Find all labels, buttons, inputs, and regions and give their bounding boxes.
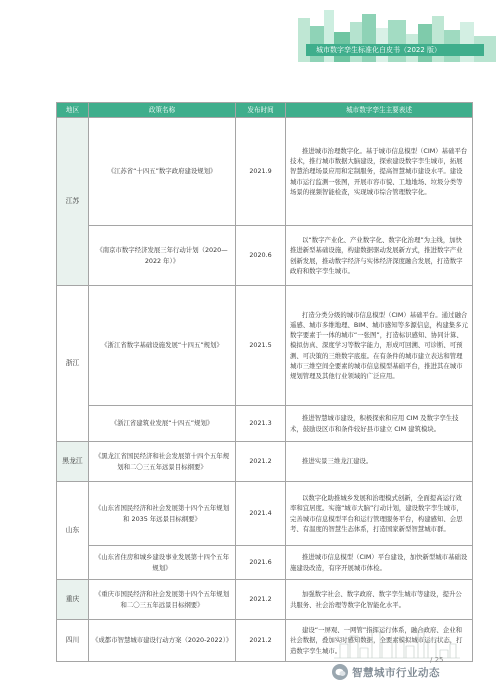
- table-header-row: [57, 103, 473, 118]
- region-cell: 四川: [57, 620, 89, 662]
- header-region: 地区: [57, 103, 89, 118]
- date-cell: 2021.6: [236, 546, 286, 580]
- description-cell: [286, 546, 473, 580]
- date-cell: 2021.2: [236, 620, 286, 662]
- table-row: [57, 118, 473, 226]
- date-cell: 2020.6: [236, 226, 286, 286]
- policy-cell: 《浙江省建筑业发展“十四五”规划》: [89, 406, 236, 442]
- policy-cell: 《山东省国民经济和社会发展第十四个五年规划和 2035 年远景目标纲要》: [89, 482, 236, 546]
- region-cell: 浙江: [57, 286, 89, 442]
- header-release-date: 发布时间: [236, 103, 286, 118]
- header-description: 城市数字孪生主要表述: [286, 103, 473, 118]
- city-skyline-illustration: [332, 626, 462, 660]
- watermark-text: 智慧城市行业动态: [352, 666, 440, 679]
- date-cell: 2021.2: [236, 442, 286, 482]
- date-cell: 2021.2: [236, 580, 286, 620]
- date-cell: 2021.9: [236, 118, 286, 226]
- description-text: 推进智慧城市建设，积极探索和应用 CIM 及数字孪生技术，鼓励设区市和条件较好县市建立 CIM 建筑模块。: [290, 414, 459, 433]
- policy-table-container: [56, 102, 472, 662]
- page-number: / 25: [430, 656, 444, 664]
- table-row: [57, 286, 473, 406]
- table-row: [57, 226, 473, 286]
- description-cell: [286, 286, 473, 406]
- table-row: [57, 546, 473, 580]
- policy-cell: 《山东省住房和城乡建设事业发展第十四个五年规划》: [89, 546, 236, 580]
- description-cell: [286, 482, 473, 546]
- description-text: 推进城市信息模型（CIM）平台建设，加快新型城市基础设施建设改造，有序开展城市体检。: [290, 553, 468, 572]
- watermark: [332, 664, 440, 680]
- policy-cell: 《成都市智慧城市建设行动方案（2020-2022）》: [89, 620, 236, 662]
- date-cell: 2021.4: [236, 482, 286, 546]
- table-row: [57, 482, 473, 546]
- description-text: 以数字化助推城乡发展和治理模式创新，全面提高运行效率和宜居度。实施“城市大脑”行动计划，建设数字孪生城市，完善城市信息模型平台和运行管理服务平台，构建感知、会思考、有温度的智慧生态体系，打造国家新型智慧城市群。: [290, 494, 463, 533]
- description-cell: [286, 442, 473, 482]
- header-banner: 城市数字孪生标准化白皮书（2022 版）: [306, 44, 484, 56]
- description-text: 建设“一屏观、一网管”指挥运行体系，融合政府、企业和社会数据，叠加实时感知数据，全要素模拟城市运行状态，打造数字孪生城市。: [290, 626, 463, 655]
- region-cell: 江苏: [57, 118, 89, 286]
- region-cell: 重庆: [57, 580, 89, 620]
- policy-table: [56, 102, 473, 662]
- description-text: 推进城市治理数字化。基于城市信息模型（CIM）基础平台技术，推行城市数据大脑建设，探索建设数字孪生城市，拓展智慧治理场景应用和定制服务，提高智慧城市建设水平。建设城市运行监测一张图，开展市容市貌、工地地场、垃圾分类等场景的视频智能检查，实现城市综合管理数字化。: [290, 146, 468, 196]
- region-cell: 山东: [57, 482, 89, 580]
- table-row: [57, 406, 473, 442]
- date-cell: 2021.5: [236, 286, 286, 406]
- date-cell: 2021.3: [236, 406, 286, 442]
- policy-cell: 《南京市数字经济发展三年行动计划（2020—2022 年）》: [89, 226, 236, 286]
- description-text: 推进实景三维龙江建设。: [302, 457, 373, 466]
- description-cell: [286, 226, 473, 286]
- description-text: 以“数字产业化、产业数字化、数字化治理”为主线，加快推进新型基础设施，构建数据驱动发展新方式，推进数字产业创新发展，推动数字经济与实体经济深度融合发展，打造数字政府和数字孪生城市。: [290, 236, 463, 275]
- table-row: [57, 442, 473, 482]
- description-cell: [286, 406, 473, 442]
- policy-cell: 《浙江省数字基础设施发展“十四五”规划》: [89, 286, 236, 406]
- description-cell: [286, 118, 473, 226]
- description-cell: [286, 580, 473, 620]
- region-cell: 黑龙江: [57, 442, 89, 482]
- description-text: 打造分类分级的城市信息模型（CIM）基础平台。通过融合遥感、城市多维地理、BIM、城市感知等多源信息，构建集多元数字要素于一体的城市“一张图”，打造标识感知、协同计算、模拟仿真、深度学习等数字能力，形成可回溯、可诊断、可预测、可决策的三维数字底座。在有条件的城市建立表达和管理城市三维空间全要素的城市信息模型基础平台，推进其在城市规划管理及其他行业领域的广泛应用。: [290, 310, 468, 380]
- policy-cell: 《江苏省“十四五”数字政府建设规划》: [89, 118, 236, 226]
- table-row: [57, 580, 473, 620]
- header-policy-name: 政策名称: [89, 103, 236, 118]
- wechat-logo-icon: [332, 664, 348, 680]
- description-text: 加强数字社会、数字政府、数字孪生城市等建设，提升公共服务、社会治理等数字化智能化水平。: [290, 590, 462, 609]
- policy-cell: 《重庆市国民经济和社会发展第十四个五年规划和二〇三五年远景目标纲要》: [89, 580, 236, 620]
- policy-cell: 《黑龙江省国民经济和社会发展第十四个五年规划和二〇三五年远景目标纲要》: [89, 442, 236, 482]
